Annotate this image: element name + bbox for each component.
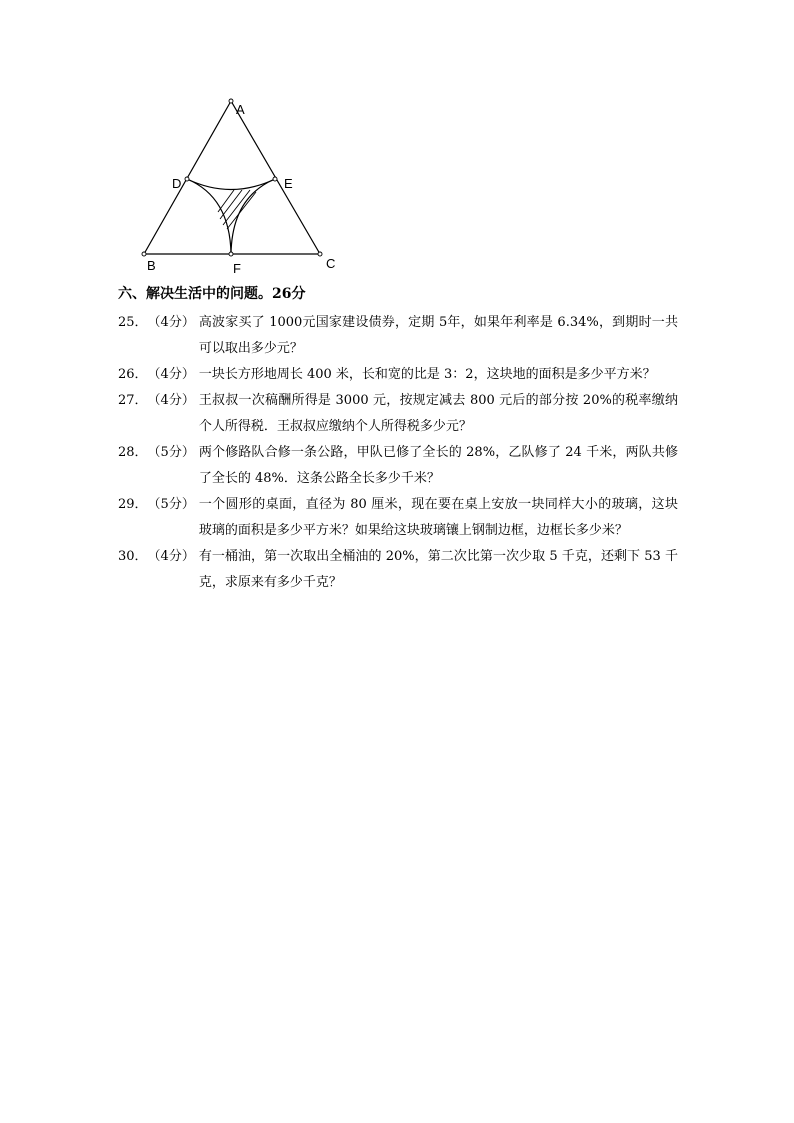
label-b: B [147, 258, 156, 273]
question-30 [118, 544, 678, 596]
question-score: （4分） [147, 315, 195, 330]
question-score: （4分） [147, 367, 195, 382]
question-number: 30． [118, 549, 148, 564]
question-list [118, 310, 678, 596]
question-score: （4分） [147, 549, 195, 564]
label-c: C [326, 256, 336, 271]
label-a: A [236, 102, 245, 117]
question-26 [118, 362, 678, 388]
question-number: 27． [118, 393, 148, 408]
question-number: 26． [118, 367, 148, 382]
triangle-diagram [130, 92, 350, 277]
vertex-points [142, 99, 322, 256]
question-text: 高波家买了 1000元国家建设债券，定期 5年，如果年利率是 6.34%，到期时一共可以取出多少元？ [198, 315, 678, 356]
question-score: （4分） [147, 393, 195, 408]
arc-d-e [187, 179, 275, 190]
label-d: D [172, 176, 182, 191]
arc-e-f [231, 179, 275, 254]
question-text: 王叔叔一次稿酬所得是 3000 元，按规定减去 800 元后的部分按 20%的税率缴纳个人所得税．王叔叔应缴纳个人所得税多少元？ [198, 393, 678, 434]
label-e: E [284, 176, 293, 191]
question-text: 有一桶油，第一次取出全桶油的 20%，第二次比第一次少取 5 千克，还剩下 53 千克，求原来有多少千克？ [198, 549, 678, 590]
question-25 [118, 310, 678, 362]
question-29 [118, 492, 678, 544]
question-28 [118, 440, 678, 492]
question-number: 25． [118, 315, 148, 330]
question-number: 29． [118, 497, 148, 512]
question-score: （5分） [147, 497, 195, 512]
triangle-abc [144, 101, 320, 254]
arc-d-f [187, 179, 231, 254]
question-27 [118, 388, 678, 440]
triangle-figure [130, 92, 350, 277]
label-f: F [233, 261, 241, 276]
question-text: 两个修路队合修一条公路，甲队已修了全长的 28%，乙队修了 24 千米，两队共修了全长的 48%．这条公路全长多少千米？ [198, 445, 678, 486]
question-score: （5分） [147, 445, 195, 460]
section-title: 六、解决生活中的问题。26分 [118, 286, 306, 302]
question-text: 一块长方形地周长 400 米，长和宽的比是 3：2，这块地的面积是多少平方米？ [198, 367, 656, 382]
question-text: 一个圆形的桌面，直径为 80 厘米，现在要在桌上安放一块同样大小的玻璃，这块玻璃的面积是多少平方米？如果给这块玻璃镶上钢制边框，边框长多少米？ [198, 497, 678, 538]
question-number: 28． [118, 445, 148, 460]
